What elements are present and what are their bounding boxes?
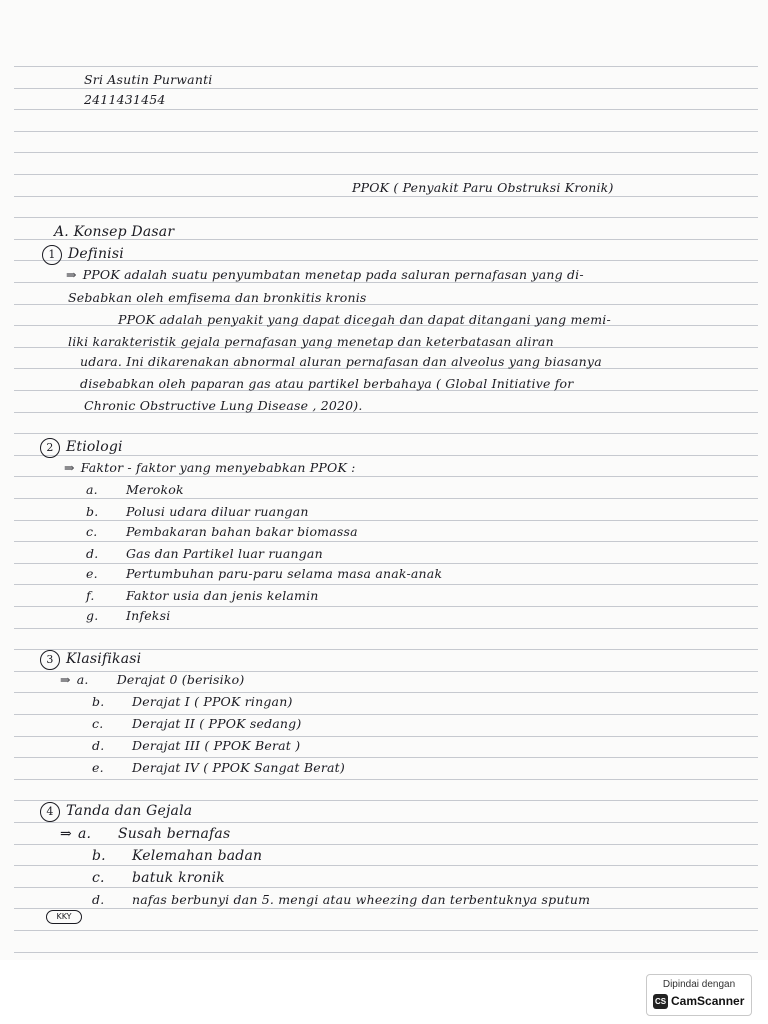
section-number-4: 4 [40, 802, 60, 822]
ruled-line [14, 88, 758, 89]
etiologi-intro: ⇒ Faktor - faktor yang menyebabkan PPOK : [64, 460, 356, 475]
notebook-brand-tag: KKY [46, 910, 82, 924]
ruled-line [14, 736, 758, 737]
definisi-line-4: liki karakteristik gejala pernafasan yang menetap dan keterbatasan aliran [68, 334, 554, 349]
ruled-line [14, 433, 758, 434]
definisi-line-7: Chronic Obstructive Lung Disease , 2020). [84, 398, 363, 413]
ruled-line [14, 606, 758, 607]
ruled-line [14, 930, 758, 931]
ruled-line [14, 109, 758, 110]
ruled-line [14, 779, 758, 780]
ruled-line [14, 714, 758, 715]
list-item: b. Derajat I ( PPOK ringan) [92, 694, 293, 709]
list-item: d. Derajat III ( PPOK Berat ) [92, 738, 301, 753]
section-a-heading: A. Konsep Dasar [54, 224, 175, 240]
ruled-line [14, 260, 758, 261]
ruled-line [14, 455, 758, 456]
student-name: Sri Asutin Purwanti [84, 72, 213, 87]
student-id: 2411431454 [84, 92, 166, 107]
list-item: c. batuk kronik [92, 870, 225, 886]
definisi-line-2: Sebabkan oleh emfisema dan bronkitis kronis [68, 290, 367, 305]
ruled-line [14, 584, 758, 585]
ruled-line [14, 541, 758, 542]
klasifikasi-heading [40, 650, 141, 670]
definisi-line-1: ⇒ PPOK adalah suatu penyumbatan menetap pada saluran pernafasan yang di- [66, 267, 584, 282]
list-item: a. Merokok [86, 482, 184, 497]
ruled-line [14, 563, 758, 564]
ruled-line [14, 844, 758, 845]
page-title: PPOK ( Penyakit Paru Obstruksi Kronik) [352, 180, 614, 195]
list-item: ⇒ a. Derajat 0 (berisiko) [60, 672, 245, 687]
tanda-heading [40, 802, 192, 822]
ruled-line [14, 66, 758, 67]
definisi-title: Definisi [68, 246, 124, 262]
ruled-line [14, 217, 758, 218]
section-number-2: 2 [40, 438, 60, 458]
ruled-line [14, 174, 758, 175]
ruled-line [14, 628, 758, 629]
arrow-icon: ⇒ [60, 672, 71, 687]
definisi-line-5: udara. Ini dikarenakan abnormal aluran pernafasan dan alveolus yang biasanya [80, 354, 602, 369]
list-item: d. nafas berbunyi dan 5. mengi atau wheezing dan terbentuknya sputum [92, 892, 591, 907]
scanner-caption: Dipindai dengan [662, 979, 736, 990]
ruled-line [14, 908, 758, 909]
ruled-line [14, 692, 758, 693]
ruled-line [14, 952, 758, 953]
list-item: e. Pertumbuhan paru-paru selama masa anak-anak [86, 566, 443, 581]
section-number-1: 1 [42, 245, 62, 265]
list-item: ⇒ a. Susah bernafas [60, 826, 231, 842]
definisi-line-6: disebabkan oleh paparan gas atau partikel berbahaya ( Global Initiative for [80, 376, 574, 391]
ruled-line [14, 282, 758, 283]
scanner-brand: CamScanner [671, 994, 745, 1008]
list-item: c. Pembakaran bahan bakar biomassa [86, 524, 358, 539]
arrow-icon: ⇒ [64, 460, 75, 475]
ruled-line [14, 476, 758, 477]
list-item: b. Kelemahan badan [92, 848, 263, 864]
ruled-line [14, 152, 758, 153]
list-item: e. Derajat IV ( PPOK Sangat Berat) [92, 760, 345, 775]
ruled-line [14, 887, 758, 888]
ruled-line [14, 865, 758, 866]
list-item: f. Faktor usia dan jenis kelamin [86, 588, 319, 603]
camscanner-logo-icon: CS [653, 994, 668, 1009]
camscanner-watermark [646, 974, 752, 1016]
ruled-line [14, 800, 758, 801]
ruled-line [14, 131, 758, 132]
klasifikasi-title: Klasifikasi [66, 651, 142, 667]
arrow-icon: ⇒ [66, 267, 77, 282]
ruled-line [14, 757, 758, 758]
list-item: b. Polusi udara diluar ruangan [86, 504, 309, 519]
definisi-heading [42, 245, 124, 265]
list-item: c. Derajat II ( PPOK sedang) [92, 716, 302, 731]
ruled-line [14, 822, 758, 823]
etiologi-title: Etiologi [66, 439, 123, 455]
ruled-line [14, 498, 758, 499]
definisi-line-3: PPOK adalah penyakit yang dapat dicegah dan dapat ditangani yang memi- [118, 312, 611, 327]
ruled-line [14, 196, 758, 197]
etiologi-heading [40, 438, 123, 458]
list-item: d. Gas dan Partikel luar ruangan [86, 546, 323, 561]
ruled-line [14, 520, 758, 521]
tanda-title: Tanda dan Gejala [66, 803, 193, 819]
list-item: g. Infeksi [86, 608, 171, 623]
arrow-icon: ⇒ [60, 826, 72, 842]
section-number-3: 3 [40, 650, 60, 670]
